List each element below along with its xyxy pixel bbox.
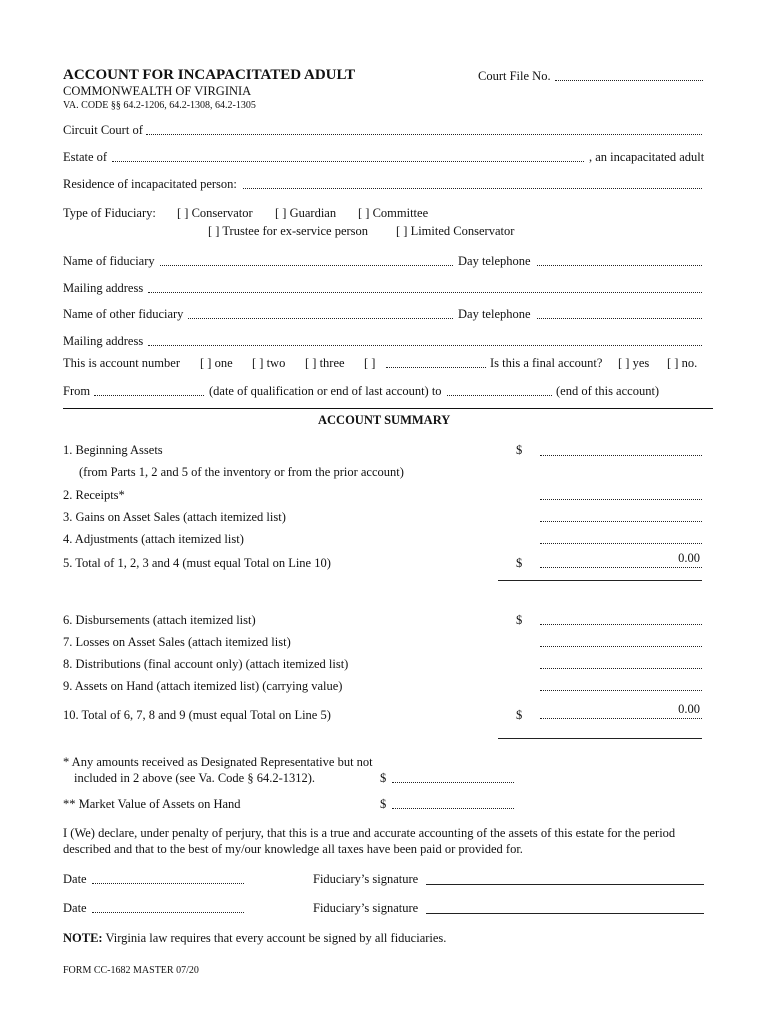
line10-field[interactable]: [540, 718, 702, 719]
circuit-court-label: Circuit Court of: [63, 123, 143, 137]
line1-field[interactable]: [540, 455, 702, 456]
mailing-address-label: Mailing address: [63, 281, 144, 295]
limited-conservator-checkbox[interactable]: [ ] Limited Conservator: [396, 224, 515, 238]
line2-field[interactable]: [540, 499, 702, 500]
line5-dollar: $: [516, 556, 523, 570]
line7-field[interactable]: [540, 646, 702, 647]
from-middle-text: (date of qualification or end of last account) to: [209, 384, 442, 398]
code-reference: VA. CODE §§ 64.2-1206, 64.2-1308, 64.2-1305: [63, 100, 256, 111]
other-day-telephone-label: Day telephone: [458, 307, 531, 321]
date-label-1: Date: [63, 872, 87, 886]
note-label: NOTE:: [63, 931, 103, 945]
fiduciary-type-label: Type of Fiduciary:: [63, 206, 156, 220]
footnote1-dollar: $: [380, 771, 387, 785]
line1-note: (from Parts 1, 2 and 5 of the inventory or from the prior account): [79, 465, 404, 479]
from-date-field[interactable]: [94, 395, 204, 396]
line7-label: 7. Losses on Asset Sales (attach itemized list): [63, 635, 291, 649]
line6-dollar: $: [516, 613, 523, 627]
residence-label: Residence of incapacitated person:: [63, 177, 237, 191]
estate-field[interactable]: [112, 161, 584, 162]
final-yes-checkbox[interactable]: [ ] yes: [618, 356, 650, 370]
signature-note: [63, 931, 446, 946]
estate-label: Estate of: [63, 150, 108, 164]
date-field-2[interactable]: [92, 912, 244, 913]
from-label: From: [63, 384, 91, 398]
line8-field[interactable]: [540, 668, 702, 669]
other-mailing-address-field[interactable]: [148, 345, 702, 346]
other-day-telephone-field[interactable]: [537, 318, 702, 319]
commonwealth-label: COMMONWEALTH OF VIRGINIA: [63, 84, 252, 98]
line6-label: 6. Disbursements (attach itemized list): [63, 613, 256, 627]
account-summary-heading: ACCOUNT SUMMARY: [318, 413, 451, 427]
line3-field[interactable]: [540, 521, 702, 522]
court-file-label: Court File No.: [478, 69, 551, 83]
account-number-label: This is account number: [63, 356, 180, 370]
market-value-amount-field[interactable]: [392, 808, 514, 809]
line4-label: 4. Adjustments (attach itemized list): [63, 532, 244, 546]
residence-field[interactable]: [243, 188, 702, 189]
account-two-checkbox[interactable]: [ ] two: [252, 356, 286, 370]
court-file-number-field[interactable]: [555, 80, 703, 81]
from-end-text: (end of this account): [556, 384, 660, 398]
circuit-court-field[interactable]: [146, 134, 702, 135]
account-other-checkbox[interactable]: [ ]: [364, 356, 376, 370]
fiduciary-name-label: Name of fiduciary: [63, 254, 155, 268]
form-id: FORM CC-1682 MASTER 07/20: [63, 965, 199, 976]
to-date-field[interactable]: [447, 395, 552, 396]
signature-field-1[interactable]: [426, 884, 704, 885]
form-title: ACCOUNT FOR INCAPACITATED ADULT: [63, 67, 356, 83]
trustee-checkbox[interactable]: [ ] Trustee for ex-service person: [208, 224, 369, 238]
section-divider: [63, 408, 713, 409]
line5-field[interactable]: [540, 567, 702, 568]
final-no-checkbox[interactable]: [ ] no.: [667, 356, 698, 370]
declaration-line1: I (We) declare, under penalty of perjury, that this is a true and accurate accounting of the assets of this estate for the period: [63, 826, 676, 840]
signature-label-1: Fiduciary’s signature: [313, 872, 419, 886]
account-one-checkbox[interactable]: [ ] one: [200, 356, 233, 370]
account-other-field[interactable]: [386, 367, 486, 368]
date-label-2: Date: [63, 901, 87, 915]
note-text: Virginia law requires that every account be signed by all fiduciaries.: [105, 931, 447, 945]
line10-value: 0.00: [678, 702, 700, 716]
guardian-checkbox[interactable]: [ ] Guardian: [275, 206, 337, 220]
date-field-1[interactable]: [92, 883, 244, 884]
line10-label: 10. Total of 6, 7, 8 and 9 (must equal Total on Line 5): [63, 708, 331, 722]
line5-label: 5. Total of 1, 2, 3 and 4 (must equal Total on Line 10): [63, 556, 331, 570]
footnote-market-value: ** Market Value of Assets on Hand: [63, 797, 241, 811]
account-three-checkbox[interactable]: [ ] three: [305, 356, 345, 370]
signature-field-2[interactable]: [426, 913, 704, 914]
line6-field[interactable]: [540, 624, 702, 625]
line5-total-rule: [498, 580, 702, 581]
footnote-designated-rep: * Any amounts received as Designated Representative but not: [63, 755, 373, 769]
line9-label: 9. Assets on Hand (attach itemized list) (carrying value): [63, 679, 343, 693]
line5-value: 0.00: [678, 551, 700, 565]
designated-rep-amount-field[interactable]: [392, 782, 514, 783]
footnote2-dollar: $: [380, 797, 387, 811]
declaration-line2: described and that to the best of my/our knowledge all taxes have been paid or provided for.: [63, 842, 523, 856]
conservator-checkbox[interactable]: [ ] Conservator: [177, 206, 253, 220]
line10-total-rule: [498, 738, 702, 739]
day-telephone-label: Day telephone: [458, 254, 531, 268]
line2-label: 2. Receipts*: [63, 488, 125, 502]
footnote-designated-rep-cont: included in 2 above (see Va. Code § 64.2-1312).: [74, 771, 316, 785]
line9-field[interactable]: [540, 690, 702, 691]
line1-label: 1. Beginning Assets: [63, 443, 163, 457]
line8-label: 8. Distributions (final account only) (attach itemized list): [63, 657, 349, 671]
mailing-address-field[interactable]: [148, 292, 702, 293]
fiduciary-name-field[interactable]: [160, 265, 453, 266]
other-fiduciary-label: Name of other fiduciary: [63, 307, 184, 321]
line1-dollar: $: [516, 443, 523, 457]
other-fiduciary-field[interactable]: [188, 318, 453, 319]
line3-label: 3. Gains on Asset Sales (attach itemized list): [63, 510, 286, 524]
line10-dollar: $: [516, 708, 523, 722]
signature-label-2: Fiduciary’s signature: [313, 901, 419, 915]
committee-checkbox[interactable]: [ ] Committee: [358, 206, 429, 220]
day-telephone-field[interactable]: [537, 265, 702, 266]
other-mailing-address-label: Mailing address: [63, 334, 144, 348]
line4-field[interactable]: [540, 543, 702, 544]
estate-suffix: , an incapacitated adult: [589, 150, 705, 164]
final-account-label: Is this a final account?: [490, 356, 603, 370]
